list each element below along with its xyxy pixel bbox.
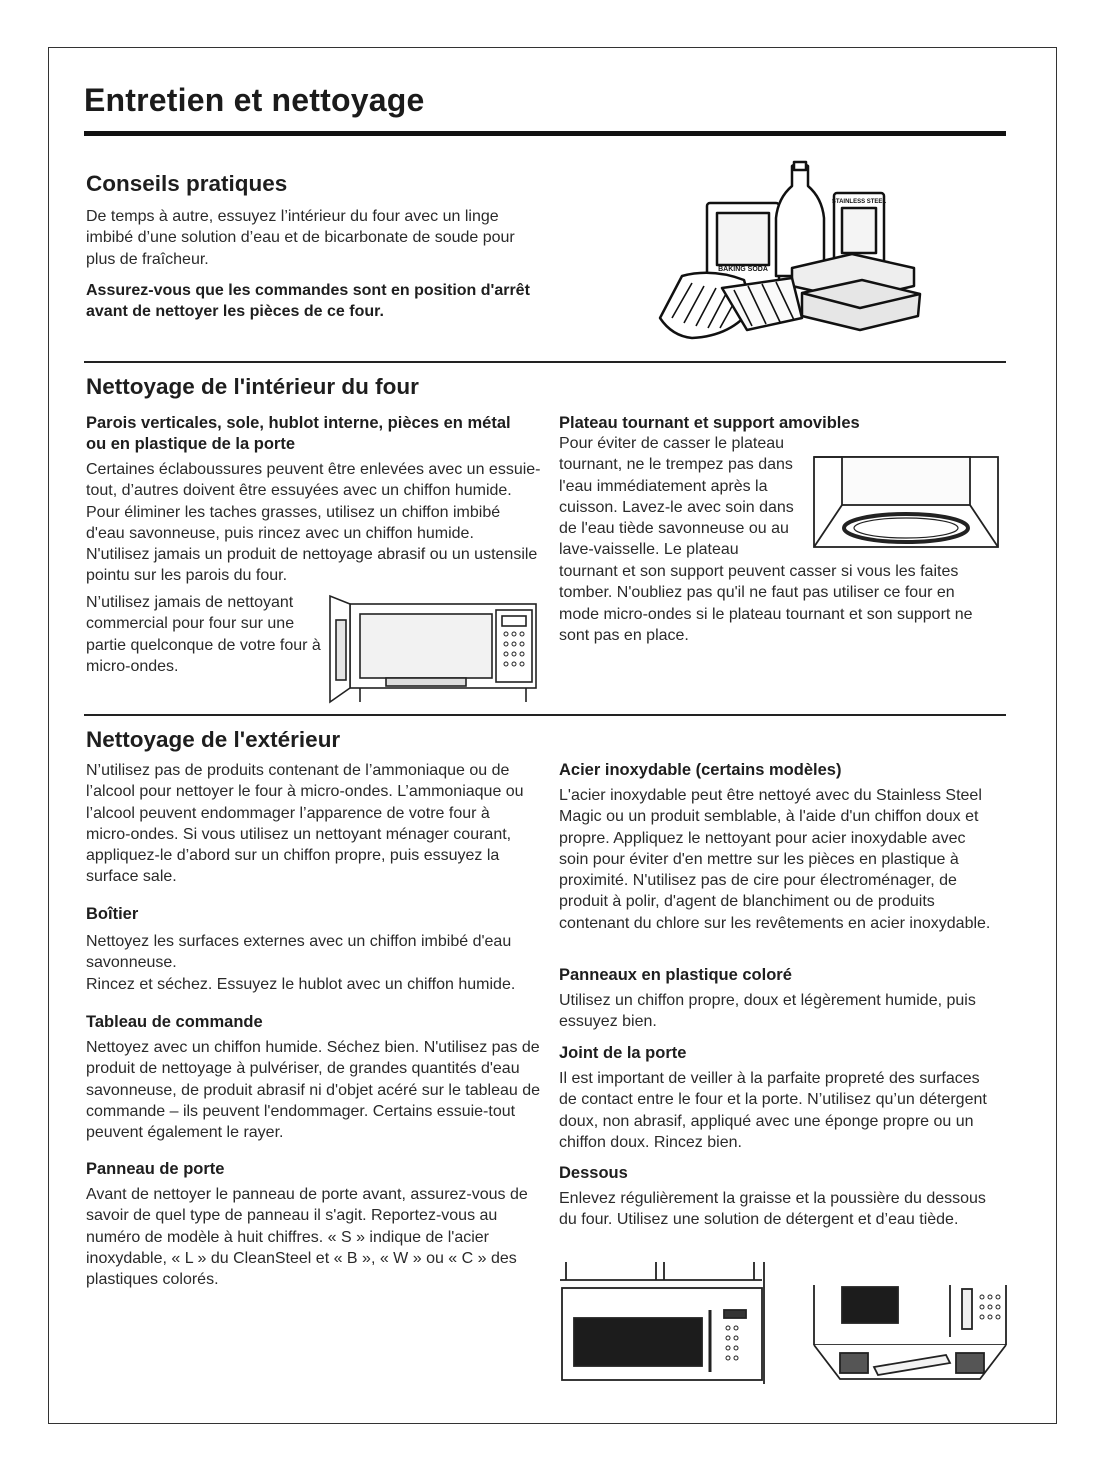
boitier-body-2: Rincez et séchez. Essuyez le hublot avec un chiffon humide. — [86, 976, 516, 993]
acier-body: L'acier inoxydable peut être nettoyé avec du Stainless Steel Magic ou un produit semblable, à l'aide d'un chiffon doux et propre. Appliquez le nettoyant pour acier inoxydable avec soin pour éviter d'en mettre sur les pièces en plastique à proximité. N'utilisez pas de cire pour électroménager, de produit à polir, d'agent de blanchiment ou de produits contenant du chlore sur les revêtements en acier inoxydable. — [559, 787, 991, 932]
joint-heading: Joint de la porte — [559, 1044, 687, 1062]
plastique-heading: Panneaux en plastique coloré — [559, 966, 792, 984]
dessous-heading: Dessous — [559, 1164, 628, 1182]
interior-right-body-wrapped: Pour éviter de casser le plateau tournant, ne le trempez pas dans l'eau immédiatement après la cuisson. Lavez-le avec soin dans de l'eau tiède savonneuse ou au lave-vaisselle. Le plateau — [559, 435, 794, 559]
page-title: Entretien et nettoyage — [84, 82, 425, 118]
exterior-heading: Nettoyage de l'extérieur — [86, 727, 341, 752]
acier-heading: Acier inoxydable (certains modèles) — [559, 761, 842, 779]
interior-left-subheading: Parois verticales, sole, hublot interne, pièces en métal ou en plastique de la porte — [86, 414, 511, 453]
conseils-body: De temps à autre, essuyez l’intérieur du four avec un linge imbibé d’une solution d’eau et de bicarbonate de soude pour plus de fraîcheur. — [86, 208, 515, 268]
stainless-label: STAINLESS STEEL — [831, 199, 887, 205]
tableau-body: Nettoyez avec un chiffon humide. Séchez bien. N'utilisez pas de produit de nettoyage à pulvériser, de grandes quantités d'eau savonneuse, de produit abrasif ni d'objet acéré sur le tableau de commande – ils peuvent l'endommager. Certains essuie-tout peuvent également le rayer. — [86, 1039, 541, 1142]
plastique-body: Utilisez un chiffon propre, doux et légèrement humide, puis essuyez bien. — [559, 992, 976, 1031]
boitier-body-1: Nettoyez les surfaces externes avec un chiffon imbibé d'eau savonneuse. — [86, 933, 512, 972]
turntable-illustration — [812, 455, 1002, 550]
open-microwave-illustration — [326, 590, 538, 702]
exterior-intro: N’utilisez pas de produits contenant de l’ammoniaque ou de l’alcool pour nettoyer le four à micro-ondes. L’ammoniaque ou l’alcool peuvent endommager l’apparence de votre four à micro-ondes. Si vous utilisez un nettoyant ménager courant, appliquez-le d’abord sur un chiffon propre, puis essuyez la surface sale. — [86, 762, 524, 886]
cleaning-supplies-illustration — [652, 158, 922, 343]
conseils-heading: Conseils pratiques — [86, 171, 288, 196]
interior-right-subheading: Plateau tournant et support amovibles — [559, 414, 860, 432]
interior-heading: Nettoyage de l'intérieur du four — [86, 374, 419, 399]
baking-soda-label: BAKING SODA — [718, 266, 768, 273]
interior-left-body: Certaines éclaboussures peuvent être enlevées avec un essuie-tout, d’autres doivent être essuyées avec un chiffon humide. Pour éliminer les taches grasses, utilisez un chiffon imbibé d'eau savonneuse, puis rincez avec un chiffon humide. N'utilisez jamais un produit de nettoyage abrasif ou un ustensile pointu sur les parois du four. — [86, 461, 541, 585]
dessous-body: Enlevez régulièrement la graisse et la poussière du dessous du four. Utilisez une solution de détergent et d’eau tiède. — [559, 1190, 986, 1229]
interior-right-body: tournant et son support peuvent casser si vous les faites tomber. N'oubliez pas qu'il ne faut pas utiliser ce four en mode micro-ondes si le plateau tournant et son support ne sont pas en place. — [559, 563, 973, 644]
microwave-underside-illustration — [810, 1283, 1010, 1385]
microwave-front-illustration — [558, 1260, 773, 1385]
panneau-porte-body: Avant de nettoyer le panneau de porte avant, assurez-vous de savoir de quel type de panneau il s'agit. Reportez-vous au numéro de modèle à huit chiffres. « S » indique de l'acier inoxydable, « L » du CleanSteel et « B », « W » ou « C » des plastiques colorés. — [86, 1186, 528, 1289]
panneau-porte-heading: Panneau de porte — [86, 1160, 225, 1178]
boitier-heading: Boîtier — [86, 905, 139, 923]
section-rule-interior — [84, 361, 1006, 363]
conseils-warning: Assurez-vous que les commandes sont en position d'arrêt avant de nettoyer les pièces de ce four. — [86, 282, 530, 321]
tableau-heading: Tableau de commande — [86, 1013, 263, 1031]
section-rule-exterior — [84, 714, 1006, 716]
joint-body: Il est important de veiller à la parfaite propreté des surfaces de contact entre le four et la porte. N’utilisez qu’un détergent doux, non abrasif, appliqué avec une éponge propre ou un chiffon doux. Rincez bien. — [559, 1070, 987, 1151]
title-rule — [84, 131, 1006, 136]
interior-left-note: N’utilisez jamais de nettoyant commercial pour four sur une partie quelconque de votre four à micro-ondes. — [86, 594, 321, 675]
